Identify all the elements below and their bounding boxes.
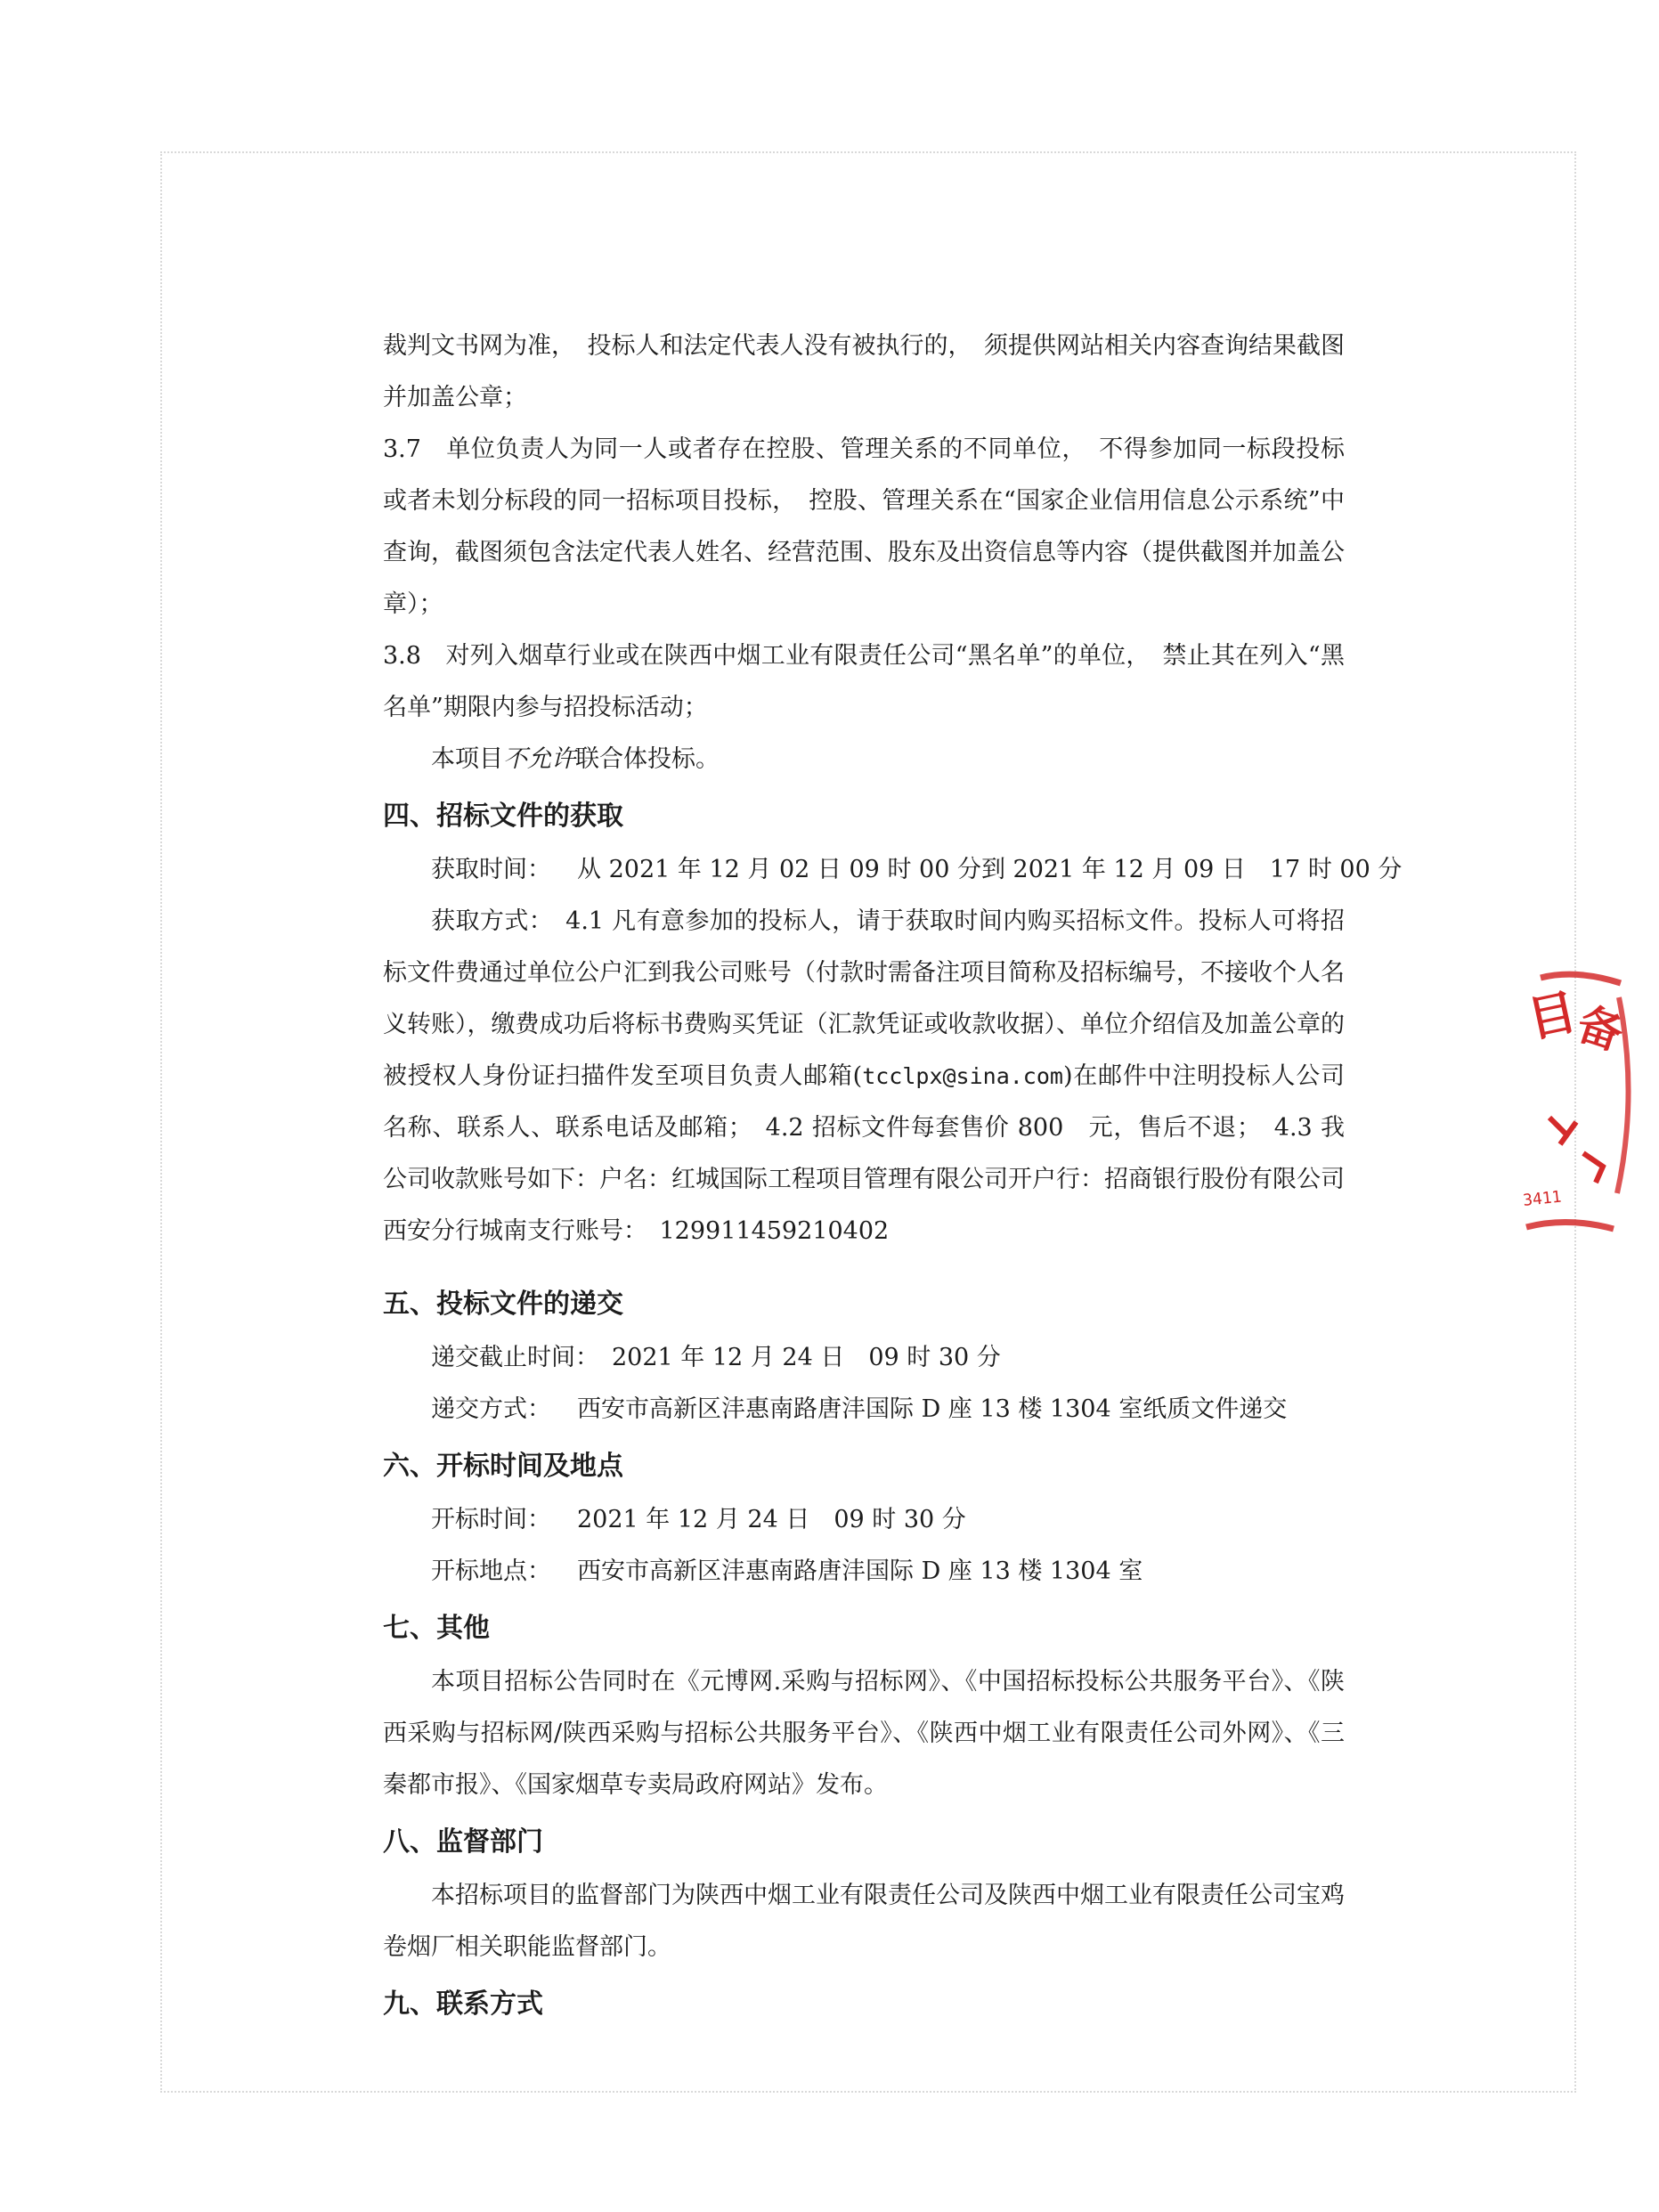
- stamp-char-1: 目: [1523, 983, 1582, 1049]
- submit-method-label: 递交方式：: [431, 1395, 551, 1423]
- heading-section-8: 八、监督部门: [383, 1826, 543, 1858]
- document-body: [383, 321, 1403, 2032]
- submit-deadline-row: [383, 1332, 1345, 1384]
- submit-deadline-value: 2021 年 12 月 24 日 09 时 30 分: [612, 1344, 1001, 1371]
- heading-section-9: 九、联系方式: [383, 1988, 543, 2020]
- obtain-time-row: [383, 844, 1403, 896]
- opening-time-label: 开标时间：: [431, 1506, 551, 1533]
- opening-place-label: 开标地点：: [431, 1557, 551, 1585]
- contact-email: tcclpx@sina.com: [862, 1063, 1063, 1089]
- consortium-statement: [383, 734, 1345, 785]
- submit-method-value: 西安市高新区沣惠南路唐沣国际 D 座 13 楼 1304 室纸质文件递交: [577, 1395, 1288, 1423]
- heading-section-7: 七、其他: [383, 1613, 490, 1644]
- obtain-time-label: 获取时间：: [431, 856, 551, 883]
- heading-section-6: 六、开标时间及地点: [383, 1451, 623, 1482]
- opening-time-value: 2021 年 12 月 24 日 09 时 30 分: [577, 1506, 966, 1533]
- continued-paragraph: 裁判文书网为准， 投标人和法定代表人没有被执行的， 须提供网站相关内容查询结果截图并加盖公章；: [383, 332, 1345, 411]
- clause-3-7: 3.7 单位负责人为同一人或者存在控股、管理关系的不同单位， 不得参加同一标段投标或者未划分标段的同一招标项目投标， 控股、管理关系在“国家企业信用信息公示系统”中查询，截图须包含法定代表人姓名、经营范围、股东及出资信息等内容（提供截图并加盖公章）；: [383, 435, 1345, 618]
- stamp-char-2: 备: [1571, 997, 1630, 1061]
- obtain-method-text-2: )在邮件中注明投标人公司名称、联系人、联系电话及邮箱； 4.2 招标文件每套售价 800 元，售后不退； 4.3 我公司收款账号如下：户名：红城国际工程项目管理有限公司开户行：招商银行股份有限公司西安分行城南支行账号： 129911459210402: [383, 1062, 1345, 1245]
- consortium-prefix: 本项目: [431, 745, 503, 773]
- opening-time-row: [383, 1494, 1345, 1546]
- publication-paragraph: 本项目招标公告同时在《元博网.采购与招标网》、《中国招标投标公共服务平台》、《陕西采购与招标网/陕西采购与招标公共服务平台》、《陕西中烟工业有限责任公司外网》、《三秦都市报》、《国家烟草专卖局政府网站》发布。: [383, 1668, 1345, 1799]
- consortium-value: 不允许: [503, 745, 575, 773]
- heading-section-5: 五、投标文件的递交: [383, 1289, 623, 1320]
- red-seal-stamp: [1514, 971, 1639, 1247]
- stamp-number: 3411: [1522, 1187, 1563, 1211]
- opening-place-value: 西安市高新区沣惠南路唐沣国际 D 座 13 楼 1304 室: [577, 1557, 1143, 1585]
- clause-3-8: 3.8 对列入烟草行业或在陕西中烟工业有限责任公司“黑名单”的单位， 禁止其在列入“黑名单”期限内参与招投标活动；: [383, 642, 1345, 721]
- submit-method-row: [383, 1384, 1345, 1435]
- obtain-method-paragraph: [383, 896, 1345, 1257]
- obtain-time-value: 从 2021 年 12 月 02 日 09 时 00 分到 2021 年 12 月 09 日 17 时 00 分: [577, 856, 1403, 883]
- obtain-method-label: 获取方式：: [431, 907, 541, 935]
- obtain-method-text-1: 4.1 凡有意参加的投标人，请于获取时间内购买招标文件。投标人可将招标文件费通过单位公户汇到我公司账号（付款时需备注项目简称及招标编号，不接收个人名义转账），缴费成功后将标书费购买凭证（汇款凭证或收款收据）、单位介绍信及加盖公章的被授权人身份证扫描件发至项目负责人邮箱(: [383, 907, 1345, 1090]
- submit-deadline-label: 递交截止时间：: [431, 1344, 599, 1371]
- heading-section-4: 四、招标文件的获取: [383, 801, 623, 832]
- consortium-suffix: 联合体投标。: [575, 745, 720, 773]
- supervision-paragraph: 本招标项目的监督部门为陕西中烟工业有限责任公司及陕西中烟工业有限责任公司宝鸡卷烟厂相关职能监督部门。: [383, 1882, 1345, 1961]
- opening-place-row: [383, 1546, 1345, 1598]
